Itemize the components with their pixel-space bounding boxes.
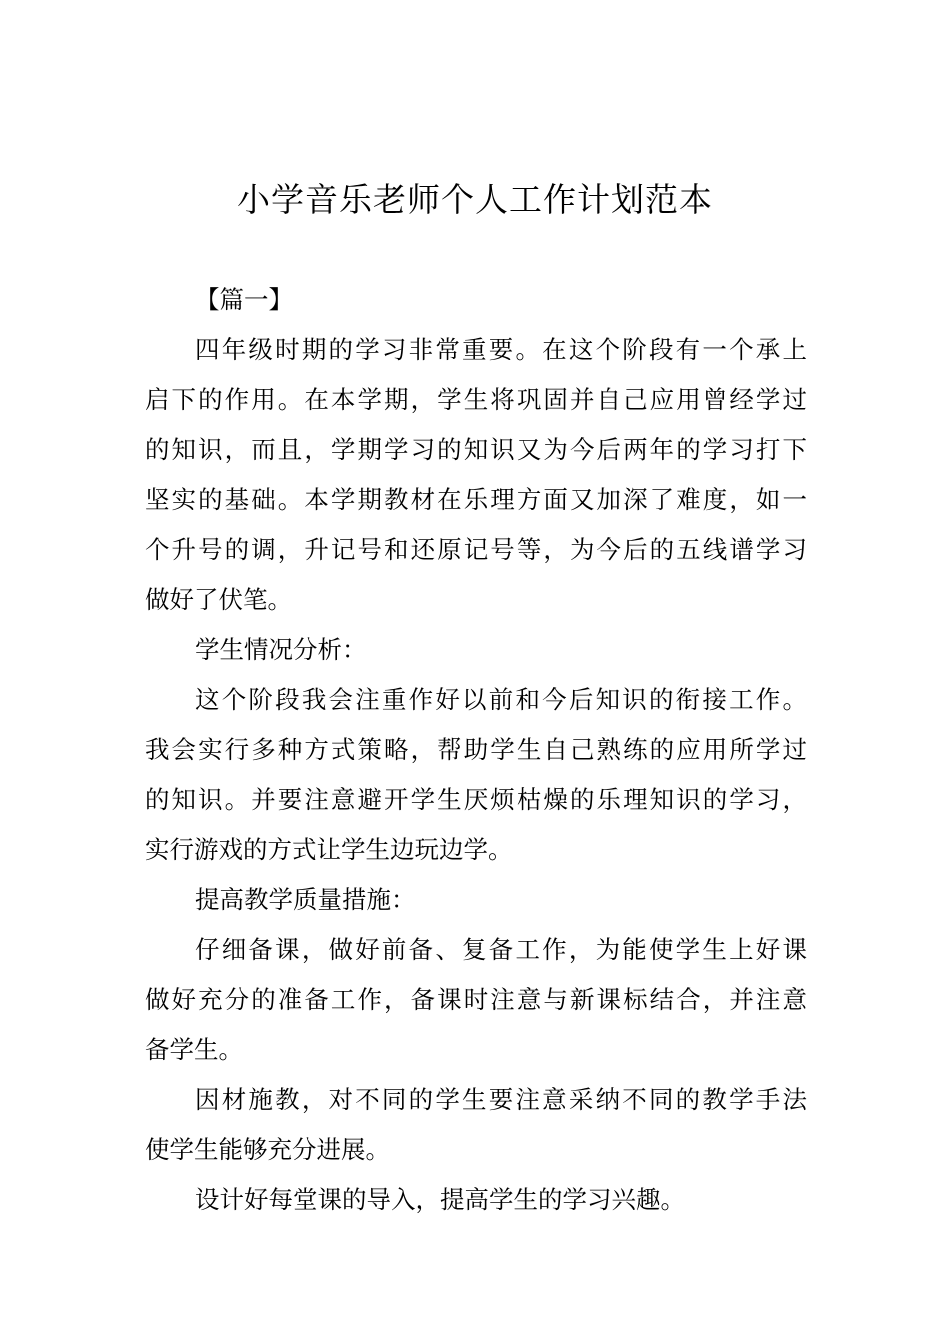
text-line: 提高教学质量措施： [195, 885, 416, 914]
text-line: 做好充分的准备工作，备课时注意与新课标结合，并注意 [145, 985, 807, 1014]
document-body [145, 275, 807, 1225]
document-title: 小学音乐老师个人工作计划范本 [237, 180, 713, 219]
text-line: 的知识。并要注意避开学生厌烦枯燥的乐理知识的学习， [145, 785, 807, 814]
text-line: 使学生能够充分进展。 [145, 1135, 390, 1164]
text-line: 个升号的调，升记号和还原记号等，为今后的五线谱学习 [145, 535, 807, 564]
text-line: 的知识，而且，学期学习的知识又为今后两年的学习打下 [145, 435, 807, 464]
text-line: 仔细备课，做好前备、复备工作，为能使学生上好课 [195, 935, 807, 964]
text-line: 做好了伏笔。 [145, 585, 292, 614]
text-line: 学生情况分析： [195, 635, 367, 664]
text-line: 启下的作用。在本学期，学生将巩固并自己应用曾经学过 [145, 385, 807, 414]
text-line: 【篇一】 [195, 285, 293, 314]
text-line: 我会实行多种方式策略，帮助学生自己熟练的应用所学过 [145, 735, 807, 764]
text-line: 这个阶段我会注重作好以前和今后知识的衔接工作。 [195, 685, 807, 714]
text-line: 备学生。 [145, 1035, 243, 1064]
text-line: 实行游戏的方式让学生边玩边学。 [145, 835, 513, 864]
text-line: 坚实的基础。本学期教材在乐理方面又加深了难度，如一 [145, 485, 807, 514]
text-line: 因材施教，对不同的学生要注意采纳不同的教学手法 [195, 1085, 807, 1114]
text-line: 四年级时期的学习非常重要。在这个阶段有一个承上 [195, 335, 807, 364]
text-line: 设计好每堂课的导入，提高学生的学习兴趣。 [195, 1185, 685, 1214]
